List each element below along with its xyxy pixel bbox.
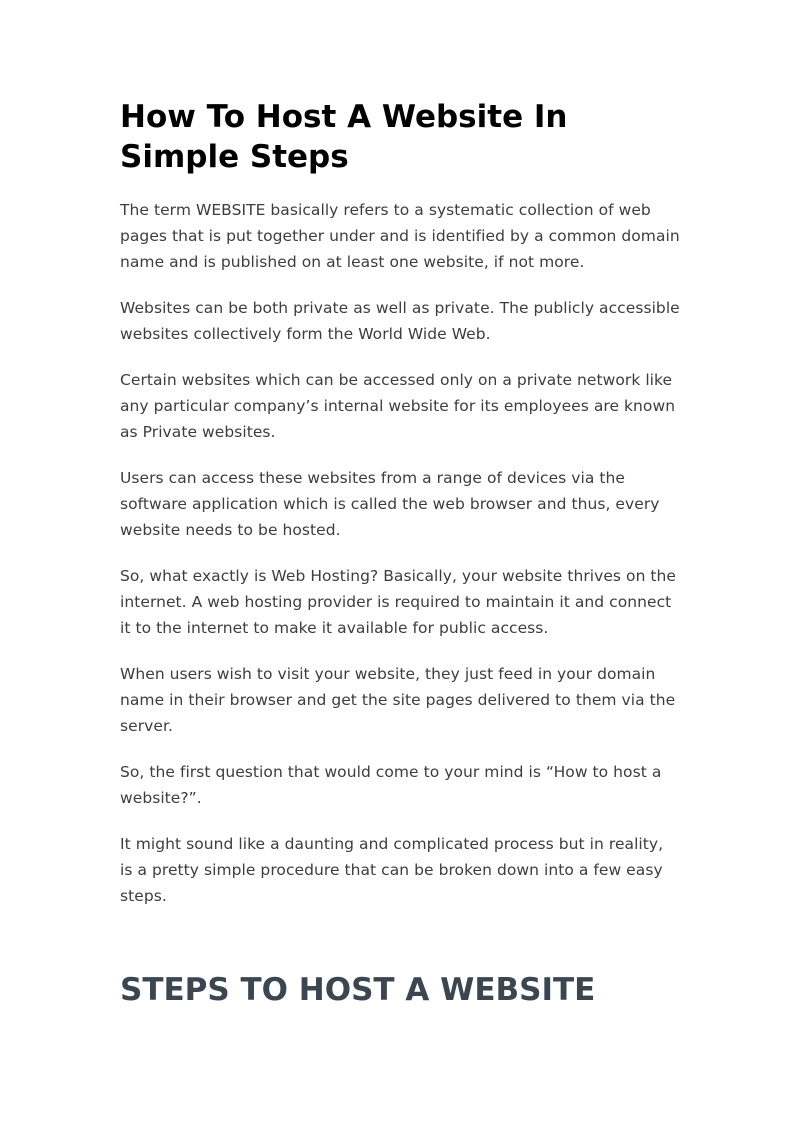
paragraph-definition: The term WEBSITE basically refers to a systematic collection of web pages that is put together under and is identified by a common domain name and is published on at least one website, if not more. (120, 201, 680, 271)
page-title: How To Host A Website In Simple Steps (120, 99, 568, 175)
paragraph-public-private: Websites can be both private as well as private. The publicly accessible websites collectively form the World Wide Web. (120, 299, 680, 343)
paragraph-users-visit: When users wish to visit your website, they just feed in your domain name in their browser and get the site pages delivered to them via the server. (120, 665, 676, 735)
paragraph-web-hosting: So, what exactly is Web Hosting? Basically, your website thrives on the internet. A web hosting provider is required to maintain it and connect it to the internet to make it available for public access. (120, 567, 677, 637)
paragraph-private-websites: Certain websites which can be accessed only on a private network like any particular company’s internal website for its employees are known as Private websites. (120, 371, 676, 441)
paragraph-access-devices: Users can access these websites from a range of devices via the software application which is called the web browser and thus, every website needs to be hosted. (120, 469, 660, 539)
paragraph-first-question: So, the first question that would come to your mind is “How to host a website?”. (120, 763, 662, 807)
paragraph-simple-procedure: It might sound like a daunting and complicated process but in reality, is a pretty simple procedure that can be broken down into a few easy steps. (120, 835, 664, 905)
section-heading-steps: STEPS TO HOST A WEBSITE (120, 972, 596, 1008)
